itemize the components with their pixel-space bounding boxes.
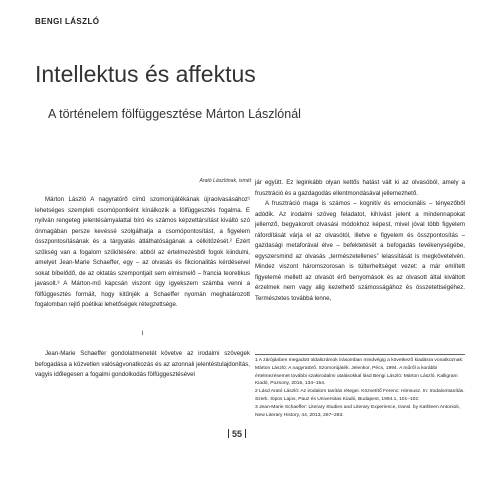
epigraph-attribution: Arató Lászlónak, ismét	[199, 178, 251, 184]
article-subtitle: A történelem fölfüggesztése Márton Lászlónál	[48, 107, 301, 121]
article-title: Intellektus és affektus	[35, 61, 256, 87]
footnotes	[255, 354, 465, 419]
section-number: I	[141, 329, 144, 337]
page-number	[225, 429, 249, 439]
paragraph: Márton László A nagyratörő című szomorújátékának újraolvasásához¹ lehetséges szempleti csomópontként kínálkozik a fölfüggesztés fogalma. E nyilván rengeteg jelentésámyalattal bíró és számos képzettársítást kiváltó szó önmagában persze kevéssé szolgálhatja a csomópontosítást, a figyelem összpontosításának és a tárgyalás átláthatóságának a célkitűzését.² Ezért szűkség van a fogalom szűkítésére: abból az értelmezésből fogok kiindulni, amelyet Jean-Marie Schaeffer, egy – az olvasás és fikcionalitás kérdéseivel sokat bíbelődő, de az oktatás szempontjait sem elmismelő – francia teoretikus javasolt.³ A Márton-mű kapcsán viszont úgy igyekszem számba venni a fölfüggesztés formáit, hogy kitűnjék a Schaeffer nyomán meghatározott fogalomban rejlő poétikai lehetőségek rétegzettsége.	[35, 196, 250, 308]
footnote: 3 Jean-Marie Schaeffer: Literary Studies and Literary Experience, transl. by Kathleen Antonioli, New Literary History, 44, 2013, 267–283.	[255, 404, 460, 418]
paragraph: Jean-Marie Schaeffer gondolatmenetét követve az irodalmi szövegek befogadása a közvetlen valóságvonatkozás és az azonnali jelentéstulajdonítás, vagyis időlegesen a fogalmi gondolkodás fölfüggesztésével	[35, 350, 250, 378]
page-number-value: 55	[232, 429, 243, 439]
footnote: 1 A zárójánben megadott oldalszámok írásomban mindvégig a következő kiadásra vonatkoznak: Márton László: A nagyratörő. Szomorújáték. Jelenkor, Pécs, 1994. A műről a korábbi értelmezésemet további szakirodalmi utalásokkal lásd Bengi László: Márton László. Kalligram Kiadó, Pozsony, 2015, 134–154.	[255, 358, 464, 387]
right-column	[255, 178, 465, 304]
footnote: 2 Lásd Arató László: Az irodalom tanítás rétegei. Közvetítő Ferenc: Himnusz. In: Irodalomtanítás. Szerk. Sipos Lajos, Pauz és Universitas Kiadó, Budapest, 1994.1, 101–102.	[255, 389, 465, 402]
running-header-author: BENGI LÁSZLÓ	[35, 17, 100, 26]
paragraph: jár együtt. Ez leginkább olyan kettős hatást vált ki az olvasóból, amely a frusztráció és a gazdagodás ellentmondásával jellemezhető.	[255, 179, 465, 197]
paragraph: A frusztráció maga is számos – kognitív és emocionális – tényezőből adódik. Az irodalmi szöveg feladatot, kihívást jelent a mindennapokat jellemző, begyakorolt olvasási módokhoz képest, mivel jóval több figyelem ráfordítását várja el az olvasótól, illetve e figyelem és összpontosítás – gazdasági metaforával élve – befektetését a befogadás tevékenységébe, egyszersmind az olvasás „természetellenes” lelassítását is megkövetelvén. Mindez viszont háromszorosan is túlterheltséget vezet: a már említett figyelemé mellett az olvasót érő benyomások és az olvasott által kiváltott érzelmek nem vagy alig kezelhető számosságához és összetettségéhez. Természetes továbbá lenne,	[255, 200, 465, 302]
page-number-divider	[245, 429, 246, 438]
left-column	[35, 195, 250, 381]
page-number-divider	[228, 429, 229, 438]
